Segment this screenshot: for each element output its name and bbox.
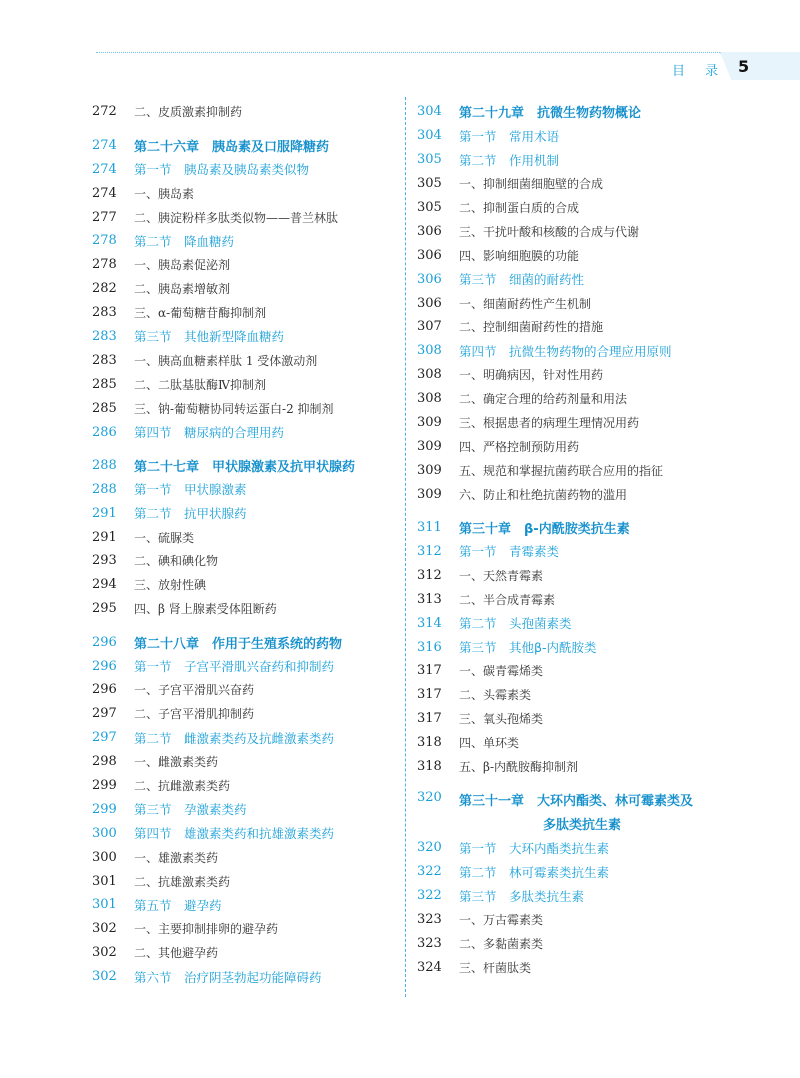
toc-title: 六、防止和杜绝抗菌药物的滥用	[459, 487, 628, 502]
toc-page-number: 299	[92, 777, 117, 793]
page-number: 5	[738, 57, 750, 76]
toc-page-number: 306	[417, 223, 442, 239]
toc-page-number: 309	[417, 415, 442, 431]
toc-item[interactable]	[417, 955, 762, 979]
toc-title-line1: 第三十一章 大环内酯类、林可霉素类及	[459, 793, 694, 809]
toc-title: 第二十六章 胰岛素及口服降糖药	[134, 139, 330, 155]
toc-page-number: 309	[417, 486, 442, 502]
toc-title: 第三节 其他β-内酰胺类	[459, 640, 597, 656]
toc-page-number: 286	[92, 424, 117, 440]
toc-page-number: 306	[417, 271, 442, 287]
toc-item[interactable]	[92, 372, 392, 396]
toc-title: 第一节 大环内酯类抗生素	[459, 840, 610, 856]
header-rule	[96, 52, 720, 53]
toc-section[interactable]	[92, 477, 392, 501]
toc-page-number: 282	[92, 281, 117, 297]
toc-page-number: 308	[417, 391, 442, 407]
toc-title: 一、细菌耐药性产生机制	[459, 296, 592, 311]
toc-page-number: 314	[417, 615, 442, 631]
toc-page-number: 293	[92, 553, 117, 569]
toc-item[interactable]	[417, 363, 762, 387]
toc-page-number: 283	[92, 328, 117, 344]
toc-title: 二、抗雄激素类药	[134, 874, 231, 889]
toc-title: 二、其他避孕药	[134, 946, 219, 961]
toc-title: 第一节 甲状腺激素	[134, 482, 247, 498]
toc-title: 二、头霉素类	[459, 688, 532, 703]
toc-page-number: 274	[92, 137, 117, 153]
toc-page-number: 322	[417, 888, 442, 904]
toc-section[interactable]	[92, 965, 392, 989]
toc-item[interactable]	[92, 549, 392, 573]
column-divider	[405, 97, 406, 997]
toc-title: 四、β 肾上腺素受体阻断药	[134, 602, 277, 617]
toc-section[interactable]	[417, 339, 762, 363]
toc-title: 第三十章 β-内酰胺类抗生素	[459, 522, 630, 538]
toc-item[interactable]	[417, 411, 762, 435]
toc-title: 二、子宫平滑肌抑制药	[134, 707, 255, 722]
toc-title: 四、严格控制预防用药	[459, 439, 580, 454]
toc-title: 一、抑制细菌细胞壁的合成	[459, 177, 604, 192]
toc-title: 第一节 常用术语	[459, 128, 560, 144]
toc-title: 五、β-内酰胺酶抑制剂	[459, 759, 578, 774]
toc-item[interactable]	[92, 678, 392, 702]
toc-title: 二、确定合理的给药剂量和用法	[459, 392, 628, 407]
toc-page-number: 305	[417, 152, 442, 168]
toc-title: 第一节 子宫平滑肌兴奋药和抑制药	[134, 659, 335, 675]
toc-title: 二、半合成青霉素	[459, 592, 556, 607]
toc-title: 一、子宫平滑肌兴奋药	[134, 683, 255, 698]
toc-page-number: 296	[92, 682, 117, 698]
toc-page-number: 304	[417, 128, 442, 144]
toc-item[interactable]	[92, 396, 392, 420]
toc-section[interactable]	[417, 836, 762, 860]
toc-page-number: 296	[92, 658, 117, 674]
toc-page-number: 306	[417, 295, 442, 311]
toc-title: 一、硫脲类	[134, 530, 195, 545]
toc-chapter[interactable]	[417, 100, 762, 124]
toc-page-number: 309	[417, 462, 442, 478]
toc-section[interactable]	[417, 611, 762, 635]
toc-title: 第二节 雌激素类药及抗雌激素类药	[134, 730, 335, 746]
toc-item[interactable]	[417, 243, 762, 267]
toc-title: 第二十七章 甲状腺激素及抗甲状腺药	[134, 459, 356, 475]
toc-title: 二、多黏菌素类	[459, 936, 544, 951]
toc-title: 二、皮质激素抑制药	[134, 105, 243, 120]
toc-page-number: 301	[92, 897, 117, 913]
toc-item[interactable]	[92, 277, 392, 301]
toc-title: 一、明确病因，针对性用药	[459, 368, 604, 383]
toc-title: 第一节 青霉素类	[459, 544, 560, 560]
toc-title: 第四节 雄激素类药和抗雄激素类药	[134, 826, 335, 842]
toc-section[interactable]	[92, 893, 392, 917]
toc-chapter[interactable]	[92, 453, 392, 477]
toc-title: 二、抑制蛋白质的合成	[459, 201, 580, 215]
toc-item[interactable]	[417, 172, 762, 196]
toc-title: 一、碳青霉烯类	[459, 664, 544, 679]
toc-page-number: 302	[92, 945, 117, 961]
toc-item[interactable]	[417, 932, 762, 956]
toc-section[interactable]	[417, 635, 762, 659]
toc-chapter[interactable]	[417, 788, 762, 836]
toc-page-number: 317	[417, 663, 442, 679]
toc-title: 第三节 细菌的耐药性	[459, 272, 585, 288]
toc-page-number: 313	[417, 591, 442, 607]
toc-right-column	[417, 100, 762, 979]
toc-title: 第六节 治疗阴茎勃起功能障碍药	[134, 969, 322, 985]
toc-section[interactable]	[417, 267, 762, 291]
toc-page-number: 320	[417, 840, 442, 856]
toc-page-number: 302	[92, 921, 117, 937]
toc-section[interactable]	[92, 797, 392, 821]
toc-chapter[interactable]	[92, 630, 392, 654]
toc-item[interactable]	[417, 755, 762, 779]
toc-page-number: 298	[92, 754, 117, 770]
toc-page-number: 316	[417, 639, 442, 655]
toc-title: 一、胰高血糖素样肽 1 受体激动剂	[134, 353, 318, 368]
toc-title: 一、天然青霉素	[459, 568, 544, 583]
toc-item[interactable]	[92, 205, 392, 229]
toc-page-number: 299	[92, 801, 117, 817]
toc-section[interactable]	[92, 654, 392, 678]
toc-chapter[interactable]	[92, 133, 392, 157]
toc-item[interactable]	[417, 434, 762, 458]
toc-item[interactable]	[92, 253, 392, 277]
toc-title: 三、干扰叶酸和核酸的合成与代谢	[459, 224, 640, 239]
toc-item[interactable]	[92, 573, 392, 597]
toc-title: 第一节 胰岛素及胰岛素类似物	[134, 162, 310, 178]
toc-title-line2: 多肽类抗生素	[543, 817, 622, 833]
toc-title: 一、雄激素类药	[134, 850, 219, 865]
toc-section[interactable]	[92, 501, 392, 525]
toc-page-number: 294	[92, 577, 117, 593]
toc-title: 三、α-葡萄糖苷酶抑制剂	[134, 306, 267, 321]
toc-title: 第二节 作用机制	[459, 152, 560, 168]
toc-item[interactable]	[92, 100, 392, 124]
toc-title	[459, 790, 693, 838]
toc-page-number: 274	[92, 161, 117, 177]
toc-section[interactable]	[92, 726, 392, 750]
toc-page-number: 318	[417, 735, 442, 751]
toc-page-number: 324	[417, 959, 442, 975]
toc-item[interactable]	[92, 348, 392, 372]
toc-item[interactable]	[417, 908, 762, 932]
toc-item[interactable]	[92, 845, 392, 869]
toc-item[interactable]	[417, 196, 762, 220]
toc-page-number: 277	[92, 209, 117, 225]
toc-left-column	[92, 100, 392, 989]
toc-section[interactable]	[417, 148, 762, 172]
toc-page-number: 274	[92, 185, 117, 201]
toc-page-number: 297	[92, 706, 117, 722]
toc-title: 第三节 孕激素类药	[134, 802, 247, 818]
toc-title: 第二十九章 抗微生物药物概论	[459, 106, 642, 122]
toc-title: 第二十八章 作用于生殖系统的药物	[134, 636, 343, 652]
toc-section[interactable]	[92, 325, 392, 349]
toc-page-number: 312	[417, 567, 442, 583]
toc-page-number: 308	[417, 343, 442, 359]
toc-item[interactable]	[417, 683, 762, 707]
toc-page-number: 320	[417, 789, 442, 805]
toc-item[interactable]	[92, 750, 392, 774]
toc-page-number: 297	[92, 730, 117, 746]
toc-title: 第四节 糖尿病的合理用药	[134, 425, 285, 441]
toc-page-number: 300	[92, 849, 117, 865]
toc-page-number: 278	[92, 233, 117, 249]
toc-item[interactable]	[92, 917, 392, 941]
toc-item[interactable]	[417, 731, 762, 755]
toc-page-number: 288	[92, 457, 117, 473]
toc-page-number: 283	[92, 352, 117, 368]
toc-page-number: 296	[92, 634, 117, 650]
toc-item[interactable]	[417, 563, 762, 587]
toc-page-number: 312	[417, 543, 442, 559]
toc-item[interactable]	[417, 387, 762, 411]
toc-page-number: 307	[417, 319, 442, 335]
toc-title: 第四节 抗微生物药物的合理应用原则	[459, 343, 672, 359]
toc-page-number: 305	[417, 200, 442, 215]
toc-item[interactable]	[92, 597, 392, 621]
toc-title: 二、抗雌激素类药	[134, 778, 231, 793]
toc-title: 三、放射性碘	[134, 578, 207, 593]
toc-title: 三、氧头孢烯类	[459, 712, 544, 727]
toc-section[interactable]	[417, 884, 762, 908]
toc-section[interactable]	[417, 860, 762, 884]
toc-page-number: 318	[417, 758, 442, 774]
toc-item[interactable]	[92, 869, 392, 893]
toc-item[interactable]	[417, 458, 762, 482]
toc-page-number: 305	[417, 176, 442, 192]
toc-title: 第二节 林可霉素类抗生素	[459, 864, 610, 880]
toc-title: 二、胰淀粉样多肽类似物——普兰林肽	[134, 210, 339, 225]
toc-page-number: 283	[92, 305, 117, 321]
toc-item[interactable]	[92, 774, 392, 798]
toc-title: 第二节 抗甲状腺药	[134, 506, 247, 522]
toc-title: 一、胰岛素	[134, 186, 195, 201]
toc-title: 二、二肽基肽酶Ⅳ抑制剂	[134, 377, 266, 392]
toc-page-number: 309	[417, 438, 442, 454]
toc-item[interactable]	[417, 219, 762, 243]
toc-page-number: 317	[417, 687, 442, 703]
toc-title: 二、碘和碘化物	[134, 554, 219, 569]
page-number-tab	[720, 52, 800, 80]
toc-page-number: 323	[417, 935, 442, 951]
toc-title: 第三节 其他新型降血糖药	[134, 329, 285, 345]
toc-section[interactable]	[417, 540, 762, 564]
toc-section[interactable]	[92, 229, 392, 253]
toc-title: 一、雌激素类药	[134, 755, 219, 770]
toc-page-number: 311	[417, 520, 442, 536]
toc-page-number: 301	[92, 873, 117, 889]
toc-title: 第五节 避孕药	[134, 897, 222, 913]
toc-item[interactable]	[92, 301, 392, 325]
toc-item[interactable]	[92, 181, 392, 205]
toc-page-number: 291	[92, 529, 117, 545]
toc-item[interactable]	[417, 659, 762, 683]
toc-title: 五、规范和掌握抗菌药联合应用的指征	[459, 463, 664, 478]
toc-item[interactable]	[92, 941, 392, 965]
toc-section[interactable]	[92, 821, 392, 845]
toc-chapter[interactable]	[417, 516, 762, 540]
toc-item[interactable]	[417, 707, 762, 731]
toc-title: 一、万古霉素类	[459, 913, 544, 928]
toc-page-number: 304	[417, 104, 442, 120]
toc-page-number: 285	[92, 400, 117, 416]
toc-title: 第三节 多肽类抗生素	[459, 888, 585, 904]
toc-title: 三、杆菌肽类	[459, 960, 532, 975]
toc-page-number: 323	[417, 912, 442, 928]
toc-title: 一、胰岛素促泌剂	[134, 258, 231, 273]
toc-section[interactable]	[92, 157, 392, 181]
toc-title: 四、单环类	[459, 736, 520, 751]
toc-item[interactable]	[417, 291, 762, 315]
toc-section[interactable]	[417, 124, 762, 148]
toc-page-number: 322	[417, 864, 442, 880]
toc-title: 三、根据患者的病理生理情况用药	[459, 416, 640, 431]
toc-page-number: 302	[92, 969, 117, 985]
toc-title: 第二节 降血糖药	[134, 233, 235, 249]
toc-page-number: 306	[417, 247, 442, 263]
toc-page-number: 288	[92, 481, 117, 497]
toc-page-number: 285	[92, 376, 117, 392]
toc-title: 一、主要抑制排卵的避孕药	[134, 922, 279, 937]
toc-page-number: 291	[92, 505, 117, 521]
toc-page-number: 317	[417, 711, 442, 727]
toc-page-number: 272	[92, 104, 117, 120]
toc-item[interactable]	[417, 482, 762, 506]
toc-item[interactable]	[92, 525, 392, 549]
toc-item[interactable]	[417, 587, 762, 611]
toc-page-number: 300	[92, 825, 117, 841]
toc-section[interactable]	[92, 420, 392, 444]
toc-item[interactable]	[92, 702, 392, 726]
toc-title: 二、胰岛素增敏剂	[134, 282, 231, 297]
toc-title: 第二节 头孢菌素类	[459, 616, 572, 632]
header-title: 目 录	[672, 64, 727, 79]
toc-title: 二、控制细菌耐药性的措施	[459, 320, 604, 335]
toc-title: 三、钠-葡萄糖协同转运蛋白-2 抑制剂	[134, 401, 334, 416]
toc-item[interactable]	[417, 315, 762, 339]
toc-title: 四、影响细胞膜的功能	[459, 248, 580, 263]
toc-page-number: 295	[92, 601, 117, 617]
toc-page-number: 278	[92, 257, 117, 273]
toc-page-number: 308	[417, 367, 442, 383]
